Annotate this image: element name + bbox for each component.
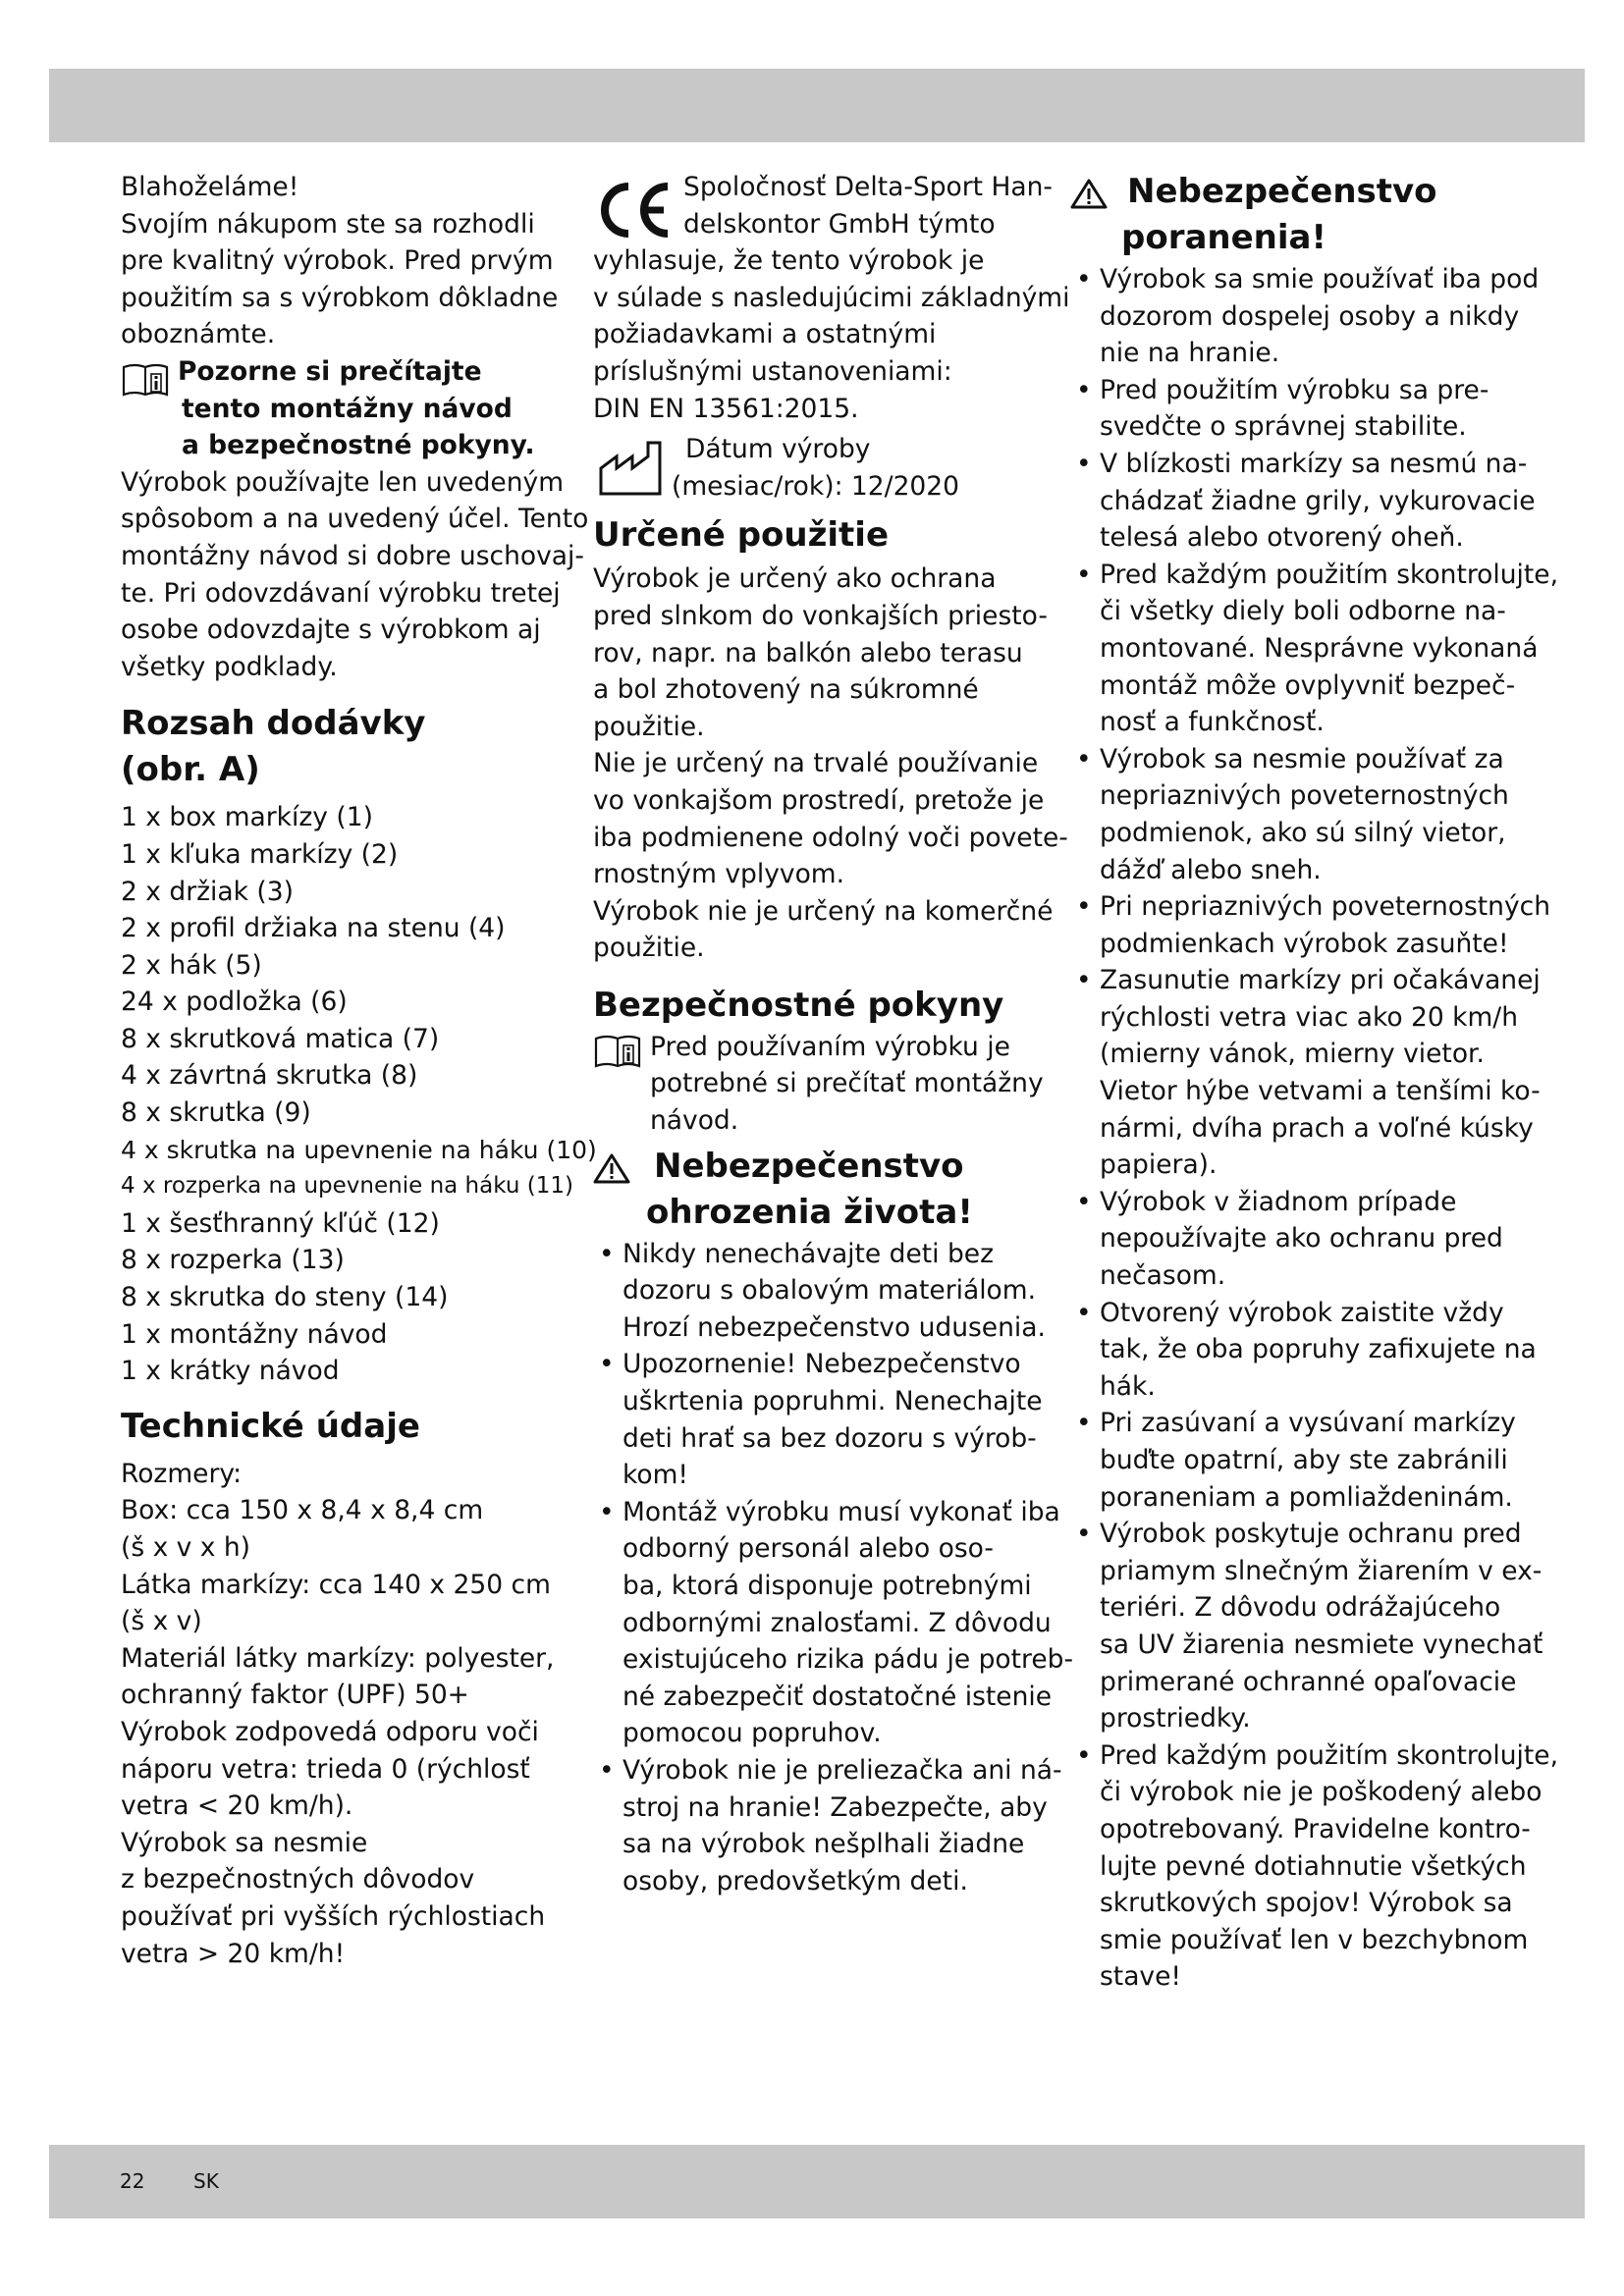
read-manual-icon <box>593 1033 642 1070</box>
list-item: 8 x skrutka do steny (14) <box>121 1282 449 1313</box>
danger-life-heading: Nebezpečenstvo ohrozenia života! <box>593 1144 1062 1236</box>
list-item: • Pri zasúvaní a vysúvaní markízy buďte opatrní, aby ste zabránili poraneniam a pomliaždeninám. <box>1070 1405 1524 1516</box>
list-item: 2 x profil držiaka na stenu (4) <box>121 913 506 944</box>
footer-band <box>49 2145 1585 2218</box>
list-item: 8 x skrutka (9) <box>121 1097 311 1129</box>
list-item: 8 x skrutková matica (7) <box>121 1023 440 1054</box>
ce-declaration: CE Spoločnosť Delta-Sport Han- delskontor GmbH týmto vyhlasuje, že tento výrobok je v súlade s nasledujúcimi základnými požiadavkami a ostatnými príslušnými ustanoveniami: DIN EN 13561:2015. <box>593 172 1070 424</box>
manufacture-date: Dátum výroby (mesiac/rok): 12/2020 <box>593 431 1062 505</box>
list-item: 1 x krátky návod <box>121 1356 340 1387</box>
tech-data: Rozmery: Box: cca 150 x 8,4 x 8,4 cm (š x v x h) Látka markízy: cca 140 x 250 cm (š x v) Materiál látky markízy: polyester, ochranný faktor (UPF) 50+ Výrobok zodpovedá odporu voči náporu vetra: trieda 0 (rýchlosť vetra < 20 km/h). Výrobok sa nesmie z bezpečnostných dôvodov používať pri vyšších rýchlostiach vetra > 20 km/h! <box>121 1458 555 1969</box>
list-item: 1 x montážny návod <box>121 1318 388 1350</box>
column-3 <box>1070 169 1559 1996</box>
list-item: • Montáž výrobku musí vykonať iba odborný personál alebo oso- ba, ktorá disponuje potrebnými odbornými znalosťami. Z dôvodu existujúceho rizika pádu je potreb- né zabezpečiť dostatočné istenie pomocou popruhov. <box>593 1494 1062 1752</box>
list-item: 2 x hák (5) <box>121 949 262 981</box>
list-item: 4 x závrtná skrutka (8) <box>121 1060 418 1092</box>
injury-heading: Nebezpečenstvo poranenia! <box>1070 169 1524 261</box>
list-item: • Pri nepriaznivých poveternostných podmienkach výrobok zasuňte! <box>1070 888 1524 962</box>
language-code: SK <box>193 2169 219 2193</box>
list-item: 24 x podložka (6) <box>121 987 348 1018</box>
list-item: • Pred každým použitím skontrolujte, či všetky diely boli odborne na- montované. Nesprávne vykonaná montáž môže ovplyvniť bezpeč- nosť a funkčnosť. <box>1070 557 1524 741</box>
scope-heading: Rozsah dodávky (obr. A) <box>121 704 426 790</box>
list-item: 4 x skrutka na upevnenie na háku (10) <box>121 1135 597 1164</box>
list-item: 1 x kľuka markízy (2) <box>121 838 399 870</box>
safety-note: Pred používaním výrobku je potrebné si prečítať montážny návod. <box>593 1029 1062 1140</box>
read-instructions-notice: Pozorne si prečítajte tento montážny návod a bezpečnostné pokyny. <box>121 353 597 464</box>
intended-use-text: Výrobok je určený ako ochrana pred slnkom do vonkajších priesto- rov, napr. na balkón alebo terasu a bol zhotovený na súkromné použitie. Nie je určený na trvalé používanie vo vonkajšom prostredí, pretože je iba podmienene odolný voči povete- rnostným vplyvom. Výrobok nie je určený na komerčné použitie. <box>593 563 1068 964</box>
list-item: • V blízkosti markízy sa nesmú na- chádzať žiadne grily, vykurovacie telesá alebo otvorený oheň. <box>1070 446 1524 557</box>
list-item: • Pred použitím výrobku sa pre- svedčte o správnej stabilite. <box>1070 372 1524 446</box>
list-item: • Výrobok sa nesmie používať za nepriaznivých poveternostných podmienok, ako sú silný vietor, dážď alebo sneh. <box>1070 741 1524 888</box>
list-item: 1 x šesťhranný kľúč (12) <box>121 1207 440 1239</box>
list-item: 4 x rozperka na upevnenie na háku (11) <box>121 1173 573 1200</box>
list-item: 1 x box markízy (1) <box>121 802 373 833</box>
tech-heading: Technické údaje <box>121 1406 420 1446</box>
scope-list <box>121 799 597 1390</box>
read-manual-icon <box>121 361 170 399</box>
list-item: • Výrobok nie je preliezačka ani ná- stroj na hranie! Zabezpečte, aby sa na výrobok nešplhali žiadne osoby, predovšetkým deti. <box>593 1752 1062 1899</box>
danger-life-list <box>593 1236 1074 1900</box>
factory-date-icon <box>597 439 666 498</box>
list-item: 8 x rozperka (13) <box>121 1245 345 1276</box>
notice-text: Výrobok používajte len uvedeným spôsobom a na uvedený účel. Tento montážny návod si dobre uschovaj- te. Pri odovzdávaní výrobku tretej osobe odovzdajte s výrobkom aj všetky podklady. <box>121 466 589 682</box>
header-band <box>49 69 1585 142</box>
injury-list <box>1070 261 1559 1996</box>
safety-heading: Bezpečnostné pokyny <box>593 985 1004 1025</box>
list-item: • Pred každým použitím skontrolujte, či výrobok nie je poškodený alebo opotrebovaný. Pravidelne kontro- lujte pevné dotiahnutie všetkých skrutkových spojov! Výrobok sa smie používať len v bezchybnom stave! <box>1070 1737 1524 1996</box>
list-item: • Výrobok sa smie používať iba pod dozorom dospelej osoby a nikdy nie na hranie. <box>1070 261 1524 372</box>
list-item: • Nikdy nenechávajte deti bez dozoru s obalovým materiálom. Hrozí nebezpečenstvo udusenia. <box>593 1236 1062 1347</box>
list-item: • Otvorený výrobok zaistite vždy tak, že oba popruhy zafixujete na hák. <box>1070 1295 1524 1406</box>
list-item: • Upozornenie! Nebezpečenstvo uškrtenia popruhmi. Nenechajte deti hrať sa bez dozoru s výrob- kom! <box>593 1346 1062 1493</box>
list-item: • Zasunutie markízy pri očakávanej rýchlosti vetra viac ako 20 km/h (mierny vánok, mierny vietor. Vietor hýbe vetvami a tenšími ko- nármi, dvíha prach a voľné kúsky papiera). <box>1070 962 1524 1184</box>
warning-icon <box>1070 178 1108 209</box>
intro-text: Blahoželáme! Svojím nákupom ste sa rozhodli pre kvalitný výrobok. Pred prvým použitím sa s výrobkom dôkladne oboznámte. <box>121 172 559 350</box>
page-number: 22 <box>120 2169 145 2193</box>
list-item: 2 x držiak (3) <box>121 876 294 907</box>
ce-mark-icon <box>593 181 674 240</box>
list-item: • Výrobok poskytuje ochranu pred priamym slnečným žiarením v ex- teriéri. Z dôvodu odrážajúceho sa UV žiarenia nesmiete vynechať primerané ochranné opaľovacie prostriedky. <box>1070 1516 1524 1737</box>
column-2 <box>593 169 1074 1899</box>
svg-text:CE: CE <box>593 181 595 182</box>
warning-icon <box>593 1152 630 1184</box>
column-1 <box>121 169 597 1972</box>
intended-use-heading: Určené použitie <box>593 515 890 556</box>
list-item: • Výrobok v žiadnom prípade nepoužívajte ako ochranu pred nečasom. <box>1070 1184 1524 1295</box>
